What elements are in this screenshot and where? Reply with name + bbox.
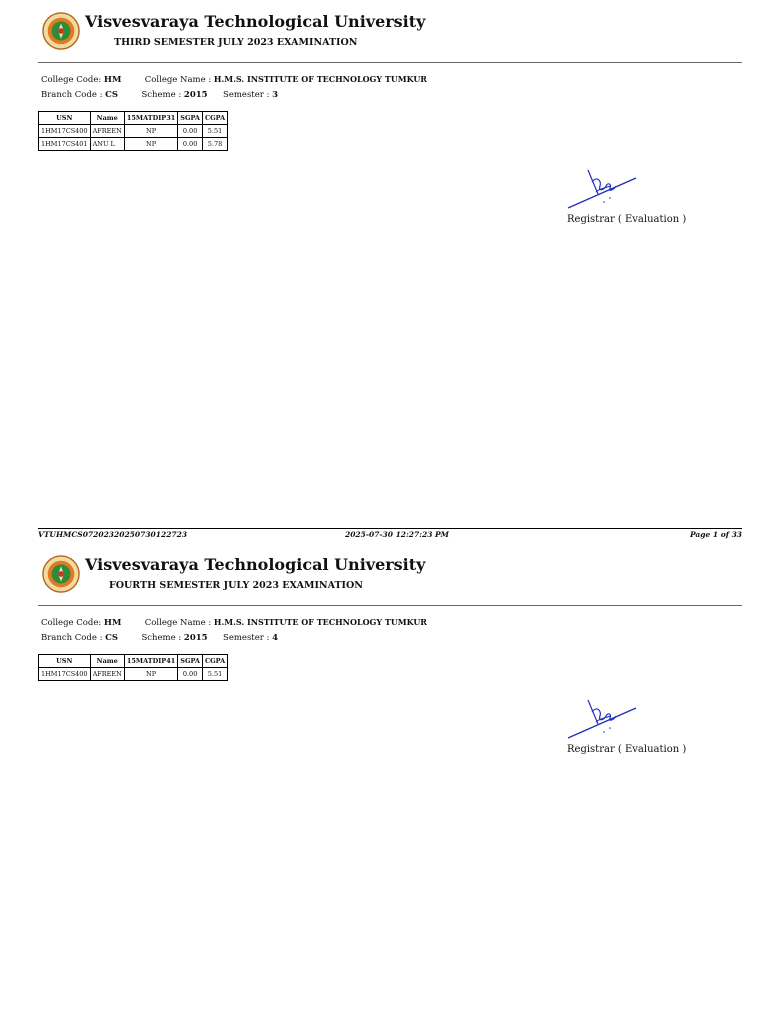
name-cell: AFREEN [90, 668, 124, 681]
college-code-value: HM [103, 618, 122, 628]
sgpa-cell: 0.00 [178, 125, 203, 138]
branch-code-value: CS [105, 633, 119, 643]
name-cell: AFREEN [90, 125, 124, 138]
table-header-row [39, 655, 228, 668]
page-number: Page 1 of 33 [689, 530, 742, 539]
results-table [38, 654, 228, 681]
registrar-label: Registrar ( Evaluation ) [567, 744, 687, 755]
generated-timestamp: 2025-07-30 12:27:23 PM [345, 530, 449, 539]
branch-code-value: CS [105, 90, 119, 100]
col-header-usn: USN [39, 655, 91, 668]
usn-cell: 1HM17CS401 [39, 138, 91, 151]
table-row [39, 668, 228, 681]
college-name-label: College Name : [144, 618, 212, 628]
branch-info-row [41, 633, 278, 643]
semester-value: 3 [272, 90, 279, 100]
table-row [39, 125, 228, 138]
scheme-value: 2015 [183, 633, 208, 643]
cgpa-cell: 5.51 [202, 125, 227, 138]
usn-cell: 1HM17CS400 [39, 668, 91, 681]
document-id: VTUHMCS07202320250730122723 [38, 530, 188, 539]
table-row [39, 138, 228, 151]
sgpa-cell: 0.00 [178, 138, 203, 151]
col-header-name: Name [90, 655, 124, 668]
results-table [38, 111, 228, 151]
usn-cell: 1HM17CS400 [39, 125, 91, 138]
col-header-usn: USN [39, 112, 91, 125]
cgpa-cell: 5.78 [202, 138, 227, 151]
sgpa-cell: 0.00 [178, 668, 203, 681]
subject-result-cell: NP [124, 138, 177, 151]
branch-code-label: Branch Code : [41, 90, 103, 100]
subject-result-cell: NP [124, 668, 177, 681]
semester-value: 4 [272, 633, 279, 643]
college-info-row [41, 74, 427, 85]
col-header-subject: 15MATDIP41 [124, 655, 177, 668]
cgpa-cell: 5.51 [202, 668, 227, 681]
col-header-cgpa: CGPA [202, 655, 227, 668]
footer-divider [38, 528, 742, 529]
college-info-row [41, 617, 427, 628]
exam-title: THIRD SEMESTER JULY 2023 EXAMINATION [114, 37, 358, 48]
result-sheet-2 [0, 543, 768, 1024]
scheme-label: Scheme : [141, 90, 182, 100]
header-divider [38, 605, 742, 606]
page-footer [38, 530, 742, 542]
registrar-signature-icon [566, 694, 638, 740]
college-name-label: College Name : [144, 75, 212, 85]
vtu-logo-icon [42, 12, 80, 50]
branch-code-label: Branch Code : [41, 633, 103, 643]
subject-result-cell: NP [124, 125, 177, 138]
university-title: Visvesvaraya Technological University [85, 555, 426, 574]
college-code-label: College Code: [41, 618, 102, 628]
col-header-sgpa: SGPA [178, 655, 203, 668]
university-title: Visvesvaraya Technological University [85, 12, 426, 31]
semester-label: Semester : [223, 633, 270, 643]
exam-title: FOURTH SEMESTER JULY 2023 EXAMINATION [109, 580, 363, 591]
registrar-label: Registrar ( Evaluation ) [567, 214, 687, 225]
vtu-logo-icon [42, 555, 80, 593]
branch-info-row [41, 90, 278, 100]
header-divider [38, 62, 742, 63]
name-cell: ANU L [90, 138, 124, 151]
col-header-name: Name [90, 112, 124, 125]
semester-label: Semester : [223, 90, 270, 100]
scheme-label: Scheme : [141, 633, 182, 643]
col-header-subject: 15MATDIP31 [124, 112, 177, 125]
college-name-value: H.M.S. INSTITUTE OF TECHNOLOGY TUMKUR [213, 617, 427, 627]
registrar-signature-icon [566, 164, 638, 210]
college-name-value: H.M.S. INSTITUTE OF TECHNOLOGY TUMKUR [213, 74, 427, 84]
col-header-cgpa: CGPA [202, 112, 227, 125]
col-header-sgpa: SGPA [178, 112, 203, 125]
table-header-row [39, 112, 228, 125]
college-code-value: HM [103, 75, 122, 85]
scheme-value: 2015 [183, 90, 208, 100]
college-code-label: College Code: [41, 75, 102, 85]
